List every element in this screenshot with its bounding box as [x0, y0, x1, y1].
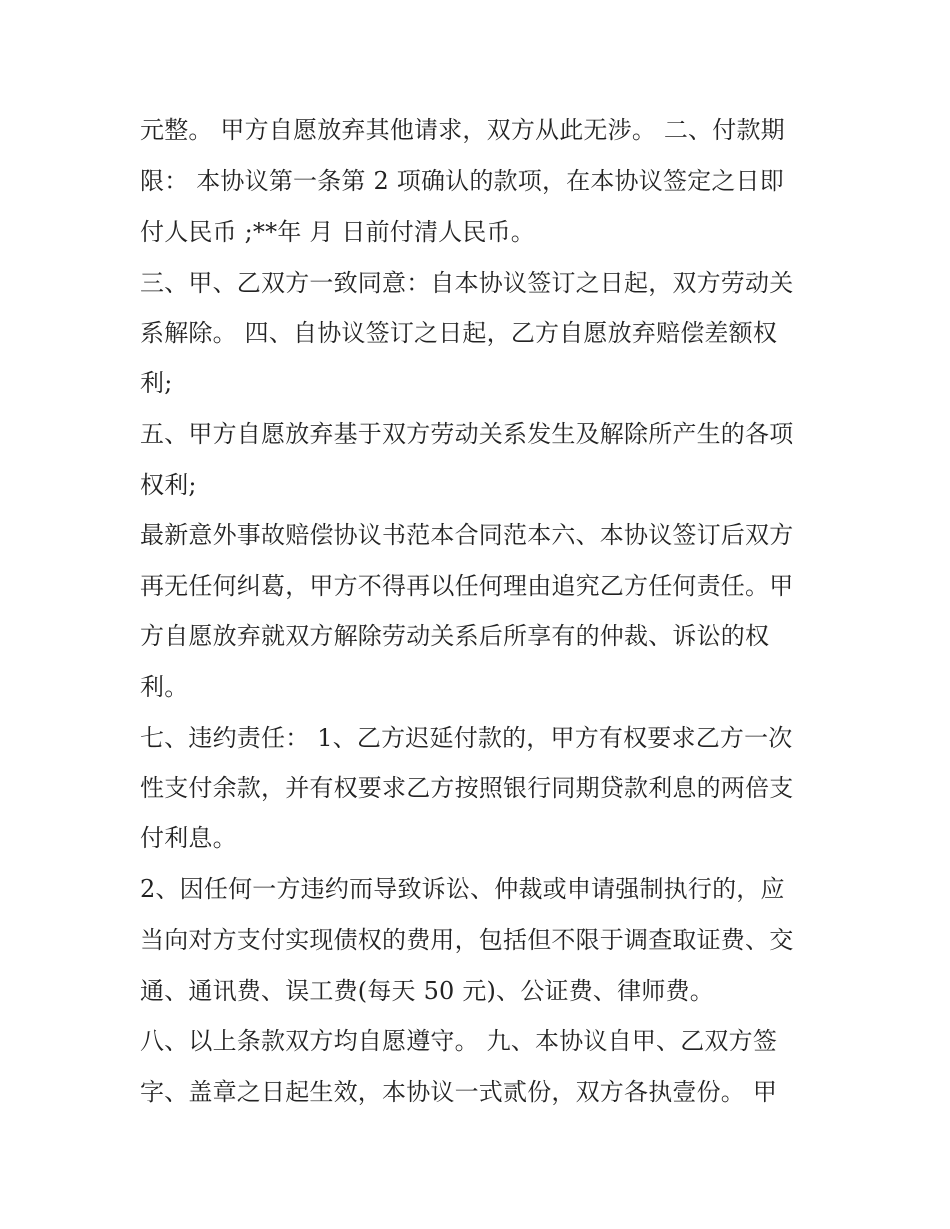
text-line: 再无任何纠葛，甲方不得再以任何理由追究乙方任何责任。甲 — [140, 572, 794, 600]
text-line: 元整。 甲方自愿放弃其他请求，双方从此无涉。 二、付款期 — [140, 116, 785, 144]
text-line: 2、因任何一方违约而导致诉讼、仲裁或申请强制执行的，应 — [140, 875, 785, 903]
text-line: 限： 本协议第一条第 2 项确认的款项，在本协议签定之日即 — [140, 167, 784, 195]
text-line: 五、甲方自愿放弃基于双方劳动关系发生及解除所产生的各项 — [140, 420, 794, 448]
text-line: 通、通讯费、误工费(每天 50 元)、公证费、律师费。 — [140, 977, 714, 1005]
text-line: 性支付余款，并有权要求乙方按照银行同期贷款利息的两倍支 — [140, 774, 794, 802]
text-line: 三、甲、乙双方一致同意：自本协议签订之日起，双方劳动关 — [140, 269, 794, 297]
text-line: 利; — [140, 369, 173, 397]
text-line: 最新意外事故赔偿协议书范本合同范本六、本协议签订后双方 — [140, 521, 794, 549]
text-line: 方自愿放弃就双方解除劳动关系后所享有的仲裁、诉讼的权 — [140, 622, 770, 650]
text-line: 七、违约责任： 1、乙方迟延付款的，甲方有权要求乙方一次 — [140, 724, 793, 752]
text-line: 八、以上条款双方均自愿遵守。 九、本协议自甲、乙双方签 — [140, 1027, 778, 1055]
text-line: 系解除。 四、自协议签订之日起，乙方自愿放弃赔偿差额权 — [140, 319, 778, 347]
text-line: 权利; — [140, 471, 197, 499]
text-line: 付人民币 ;**年 月 日前付清人民币。 — [140, 218, 535, 246]
text-line: 付利息。 — [140, 824, 237, 852]
text-line: 利。 — [140, 673, 189, 701]
text-line: 当向对方支付实现债权的费用，包括但不限于调查取证费、交 — [140, 926, 794, 954]
text-line: 字、盖章之日起生效，本协议一式贰份，双方各执壹份。 甲 — [140, 1078, 778, 1106]
